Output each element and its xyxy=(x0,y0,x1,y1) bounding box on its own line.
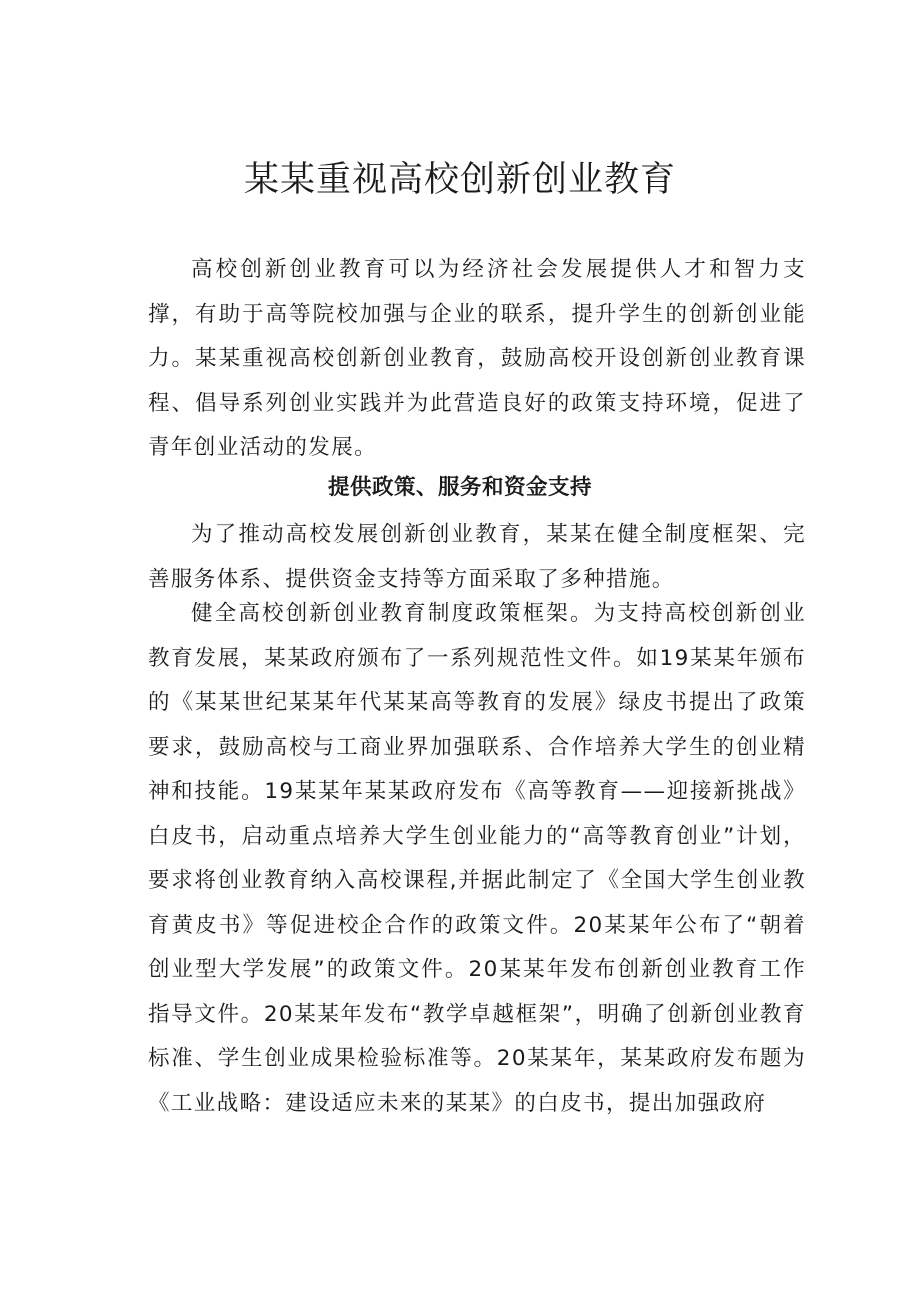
section-paragraph: 健全高校创新创业教育制度政策框架。为支持高校创新创业教育发展，某某政府颁布了一系列规范性文件。如19某某年颁布的《某某世纪某某年代某某高等教育的发展》绿皮书提出了政策要求，鼓励高校与工商业界加强联系、合作培养大学生的创业精神和技能。19某某年某某政府发布《高等教育——迎接新挑战》白皮书，启动重点培养大学生创业能力的“高等教育创业”计划，要求将创业教育纳入高校课程,并据此制定了《全国大学生创业教育黄皮书》等促进校企合作的政策文件。20某某年公布了“朝着创业型大学发展”的政策文件。20某某年发布创新创业教育工作指导文件。20某某年发布“教学卓越框架”，明确了创新创业教育标准、学生创业成果检验标准等。20某某年，某某政府发布题为《工业战略：建设适应未来的某某》的白皮书，提出加强政府 xyxy=(148,601,806,1116)
intro-section xyxy=(148,248,806,471)
page-title: 某某重视高校创新创业教育 xyxy=(243,160,676,200)
section-intro xyxy=(148,513,806,602)
intro-paragraph: 高校创新创业教育可以为经济社会发展提供人才和智力支撑，有助于高等院校加强与企业的联系，提升学生的创新创业能力。某某重视高校创新创业教育，鼓励高校开设创新创业教育课程、倡导系列创业实践并为此营造良好的政策支持环境，促进了青年创业活动的发展。 xyxy=(148,257,806,460)
policy-section xyxy=(148,592,806,1126)
section-paragraph: 为了推动高校发展创新创业教育，某某在健全制度框架、完善服务体系、提供资金支持等方面采取了多种措施。 xyxy=(148,522,806,592)
section-heading: 提供政策、服务和资金支持 xyxy=(327,475,592,500)
